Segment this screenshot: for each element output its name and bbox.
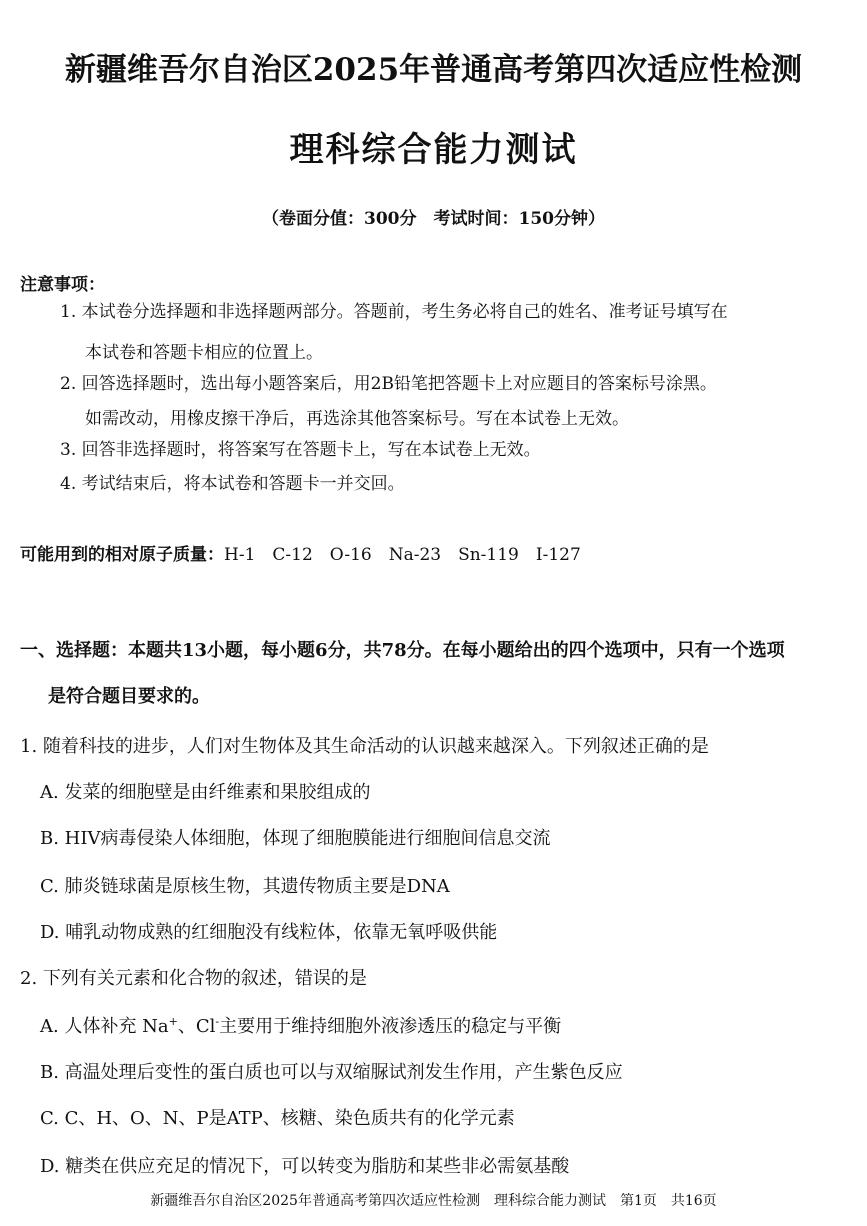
section-heading-cont: 是符合题目要求的。 <box>48 686 210 707</box>
atomic-masses <box>20 540 581 565</box>
question-2-option-d: D. 糖类在供应充足的情况下，可以转变为脂肪和某些非必需氨基酸 <box>40 1156 570 1177</box>
question-1-option-b: B. HIV病毒侵染人体细胞，体现了细胞膜能进行细胞间信息交流 <box>40 828 551 849</box>
question-1-option-a: A. 发菜的细胞壁是由纤维素和果胶组成的 <box>40 782 371 803</box>
question-2-option-b: B. 高温处理后变性的蛋白质也可以与双缩脲试剂发生作用，产生紫色反应 <box>40 1062 623 1083</box>
atomic-masses-values: H-1 C-12 O-16 Na-23 Sn-119 I-127 <box>224 545 581 565</box>
exam-title: 新疆维吾尔自治区2025年普通高考第四次适应性检测 <box>64 52 803 88</box>
notice-item-2: 2. 回答选择题时，选出每小题答案后，用2B铅笔把答题卡上对应题目的答案标号涂黑。 <box>60 374 717 394</box>
section-heading: 一、选择题：本题共13小题，每小题6分，共78分。在每小题给出的四个选项中，只有一个选项 <box>20 640 785 661</box>
notice-item-1: 1. 本试卷分选择题和非选择题两部分。答题前，考生务必将自己的姓名、准考证号填写在 <box>60 302 728 322</box>
question-1-option-d: D. 哺乳动物成熟的红细胞没有线粒体，依靠无氧呼吸供能 <box>40 922 498 943</box>
notice-item-3: 3. 回答非选择题时，将答案写在答题卡上，写在本试卷上无效。 <box>60 440 541 460</box>
subject-title: 理科综合能力测试 <box>289 130 578 170</box>
page-footer: 新疆维吾尔自治区2025年普通高考第四次适应性检测 理科综合能力测试 第1页 共16页 <box>150 1193 717 1209</box>
notice-item-1-cont: 本试卷和答题卡相应的位置上。 <box>85 343 323 363</box>
question-1-option-c: C. 肺炎链球菌是原核生物，其遗传物质主要是DNA <box>40 876 450 897</box>
score-time-info: （卷面分值：300分 考试时间：150分钟） <box>262 209 605 229</box>
notice-item-2-cont: 如需改动，用橡皮擦干净后，再选涂其他答案标号。写在本试卷上无效。 <box>85 409 629 429</box>
question-1-stem: 1. 随着科技的进步，人们对生物体及其生命活动的认识越来越深入。下列叙述正确的是 <box>20 736 709 757</box>
atomic-masses-label: 可能用到的相对原子质量： <box>20 545 224 565</box>
question-2-stem: 2. 下列有关元素和化合物的叙述，错误的是 <box>20 968 367 989</box>
question-2-option-c: C. C、H、O、N、P是ATP、核糖、染色质共有的化学元素 <box>40 1108 515 1129</box>
notice-heading: 注意事项： <box>20 275 105 295</box>
question-2-option-a: A. 人体补充 Na+、Cl-主要用于维持细胞外液渗透压的稳定与平衡 <box>40 1015 562 1037</box>
notice-item-4: 4. 考试结束后，将本试卷和答题卡一并交回。 <box>60 474 405 494</box>
